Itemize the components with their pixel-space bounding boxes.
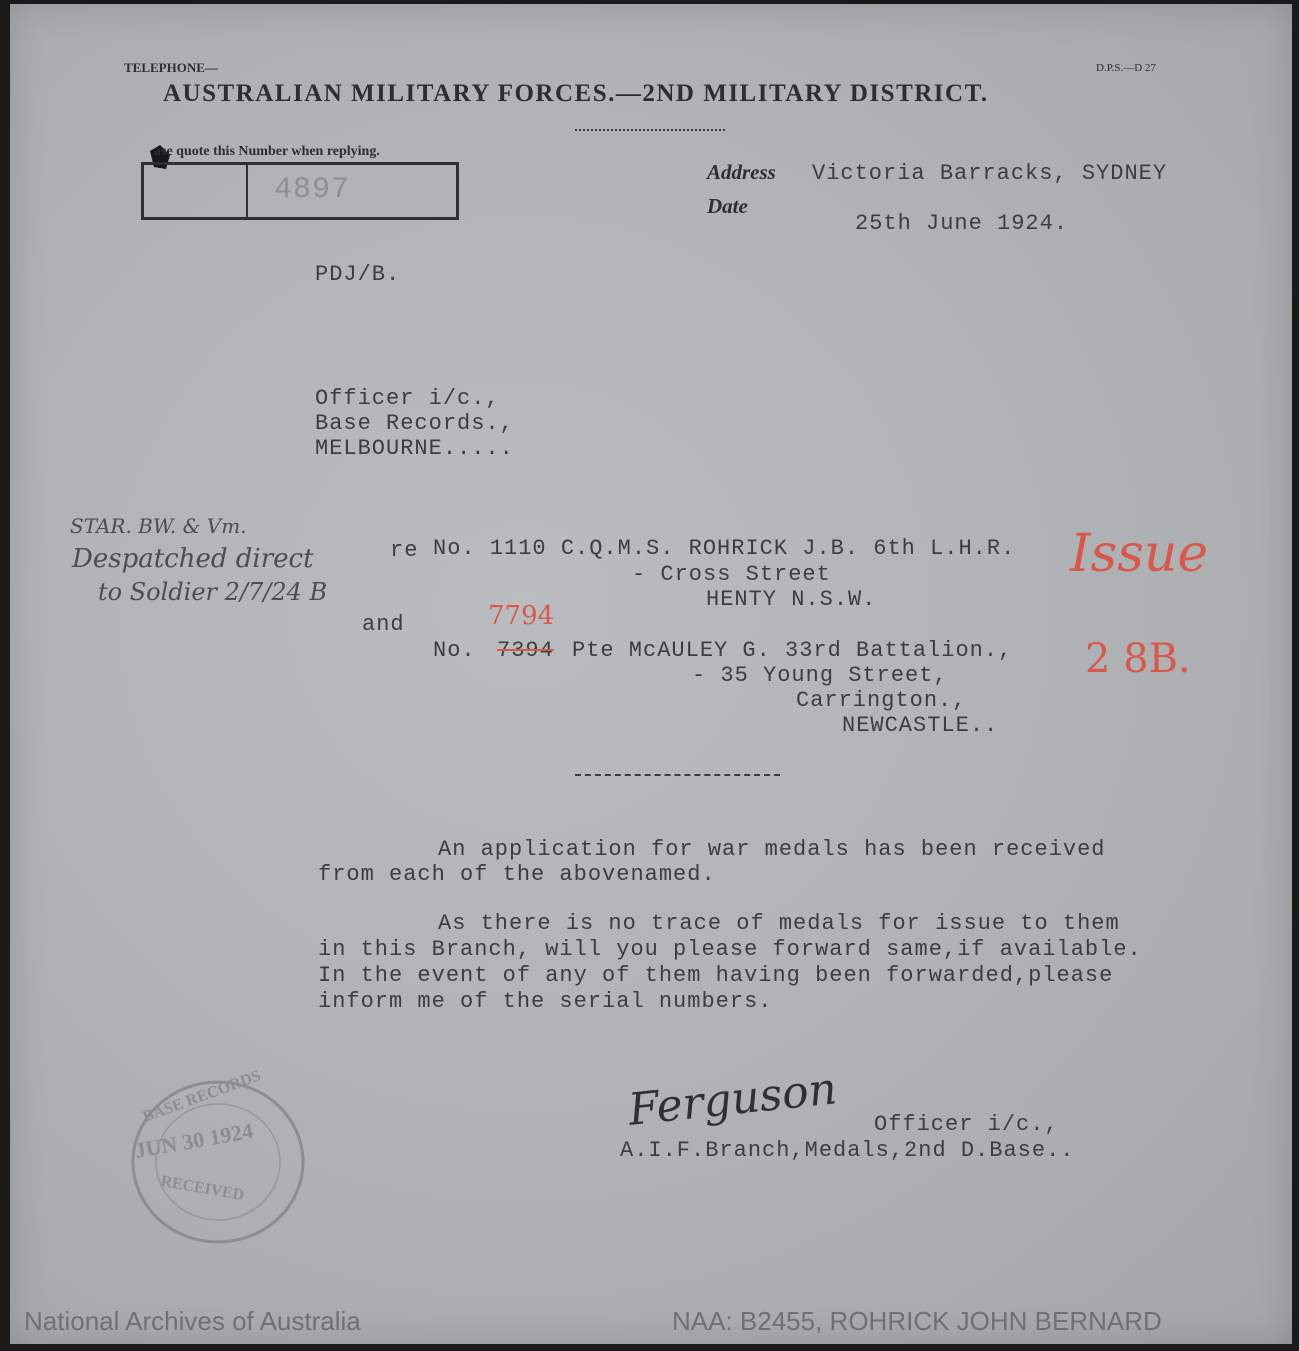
body-p2-line4: inform me of the serial numbers.: [318, 989, 773, 1014]
letterhead-rule: [575, 129, 725, 131]
body-p2-line1: As there is no trace of medals for issue to them: [438, 911, 1120, 936]
soldier2-address2: Carrington.,: [796, 688, 967, 713]
body-p1-line2: from each of the abovenamed.: [318, 862, 716, 887]
footer-left: National Archives of Australia: [24, 1306, 361, 1336]
corrected-number: 7794: [488, 601, 555, 631]
and-label: and: [362, 612, 405, 637]
reference-box-divider: [246, 165, 248, 217]
annotation-despatched: Despatched direct: [72, 544, 314, 574]
date-value: 25th June 1924.: [855, 211, 1069, 236]
re-label: re: [390, 538, 419, 563]
annotation-medals: STAR. BW. & Vm.: [70, 514, 247, 538]
letterhead-title: AUSTRALIAN MILITARY FORCES.—2ND MILITARY DISTRICT.: [163, 80, 989, 107]
body-p2-line2: in this Branch, will you please forward same,if available.: [318, 937, 1142, 962]
recipient-line2: Base Records.,: [315, 411, 514, 436]
quote-note: ase quote this Number when replying.: [154, 144, 380, 159]
issue-annotation: Issue: [1070, 524, 1209, 584]
stamp-top-text: BASE RECORDS: [140, 1067, 264, 1126]
recipient-line3: MELBOURNE.....: [315, 436, 514, 461]
date-label: Date: [707, 194, 748, 218]
form-code: D.P.S.—D 27: [1096, 62, 1156, 74]
signature-title2: A.I.F.Branch,Medals,2nd D.Base..: [620, 1138, 1075, 1163]
stamp-date: JUN 30 1924: [132, 1117, 255, 1164]
received-stamp: [108, 1058, 288, 1228]
recipient-line1: Officer i/c.,: [315, 386, 500, 411]
ink-blot-icon: [124, 124, 154, 154]
address-label: Address: [707, 160, 776, 184]
soldier2-line: Pte McAULEY G. 33rd Battalion.,: [572, 638, 1013, 663]
soldier1-address2: HENTY N.S.W.: [706, 587, 877, 612]
separator-rule: [575, 774, 780, 776]
reference-code: PDJ/B.: [315, 262, 401, 287]
document-sheet: [10, 4, 1292, 1344]
annotation-to-soldier: to Soldier 2/7/24 B: [98, 578, 328, 606]
body-p1-line1: An application for war medals has been received: [438, 837, 1106, 862]
signature-title1: Officer i/c.,: [874, 1112, 1059, 1137]
reference-number: 4897: [274, 173, 351, 207]
soldier2-prefix: No.: [433, 638, 476, 663]
footer-right: NAA: B2455, ROHRICK JOHN BERNARD: [672, 1306, 1162, 1336]
struck-number: 7394: [497, 638, 554, 663]
soldier2-address3: NEWCASTLE..: [842, 713, 999, 738]
soldier1-line: No. 1110 C.Q.M.S. ROHRICK J.B. 6th L.H.R.: [433, 536, 1016, 561]
address-value: Victoria Barracks, SYDNEY: [812, 161, 1168, 186]
signature: Ferguson: [625, 1063, 840, 1136]
soldier2-address1: - 35 Young Street,: [692, 663, 948, 688]
body-p2-line3: In the event of any of them having been forwarded,please: [318, 963, 1114, 988]
soldier1-address1: - Cross Street: [632, 562, 831, 587]
reference-box: [141, 162, 459, 220]
stamp-bottom-text: RECEIVED: [159, 1172, 246, 1205]
initials-annotation: 2 8B.: [1085, 636, 1191, 682]
telephone-label: TELEPHONE—: [124, 60, 218, 75]
